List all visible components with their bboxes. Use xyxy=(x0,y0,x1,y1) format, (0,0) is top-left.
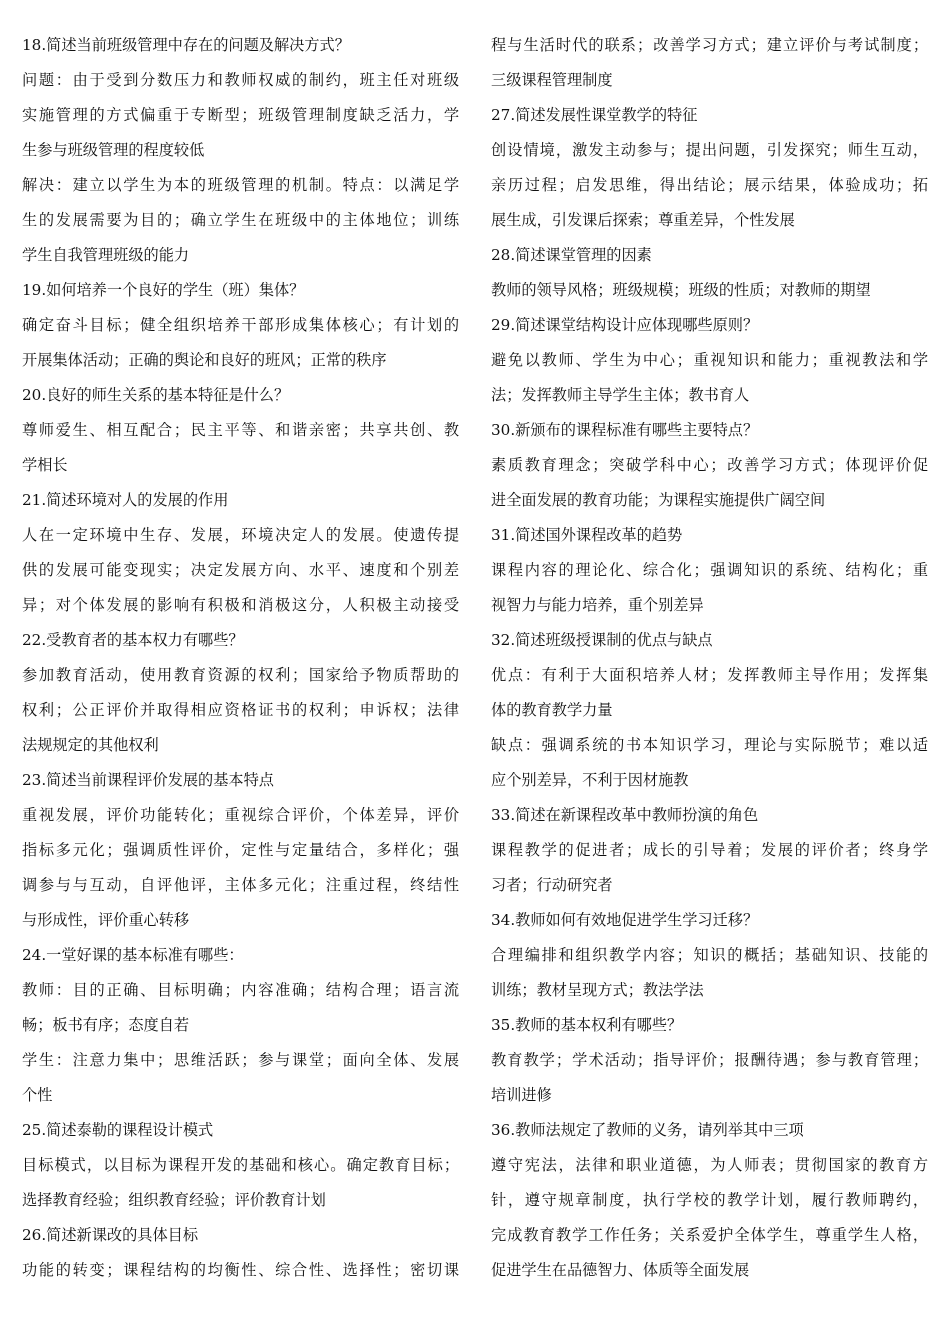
answer-line: 尊师爱生、相互配合；民主平等、和谐亲密；共享共创、教 xyxy=(22,421,459,439)
answer-line: 体的教育教学力量 xyxy=(491,701,613,719)
answer-line: 个性 xyxy=(22,1086,53,1104)
answer-line: 程与生活时代的联系；改善学习方式；建立评价与考试制度； xyxy=(491,36,928,54)
answer-line: 法；发挥教师主导学生主体；教书育人 xyxy=(491,386,750,404)
answer-line: 问题：由于受到分数压力和教师权威的制约，班主任对班级 xyxy=(22,71,459,89)
question-heading: 28.简述课堂管理的因素 xyxy=(491,246,652,264)
answer-line: 生参与班级管理的程度较低 xyxy=(22,141,205,159)
answer-line: 学生：注意力集中；思维活跃；参与课堂；面向全体、发展 xyxy=(22,1051,459,1069)
answer-line: 素质教育理念；突破学科中心；改善学习方式；体现评价促 xyxy=(491,456,928,474)
question-heading: 31.简述国外课程改革的趋势 xyxy=(491,526,683,544)
answer-line: 课程教学的促进者；成长的引导着；发展的评价者；终身学 xyxy=(491,841,928,859)
left-column xyxy=(22,28,459,1344)
question-heading: 24.一堂好课的基本标准有哪些： xyxy=(22,946,244,964)
question-heading: 18.简述当前班级管理中存在的问题及解决方式？ xyxy=(22,36,350,54)
question-heading: 35.教师的基本权利有哪些？ xyxy=(491,1016,683,1034)
answer-line: 合理编排和组织教学内容；知识的概括；基础知识、技能的 xyxy=(491,946,928,964)
answer-line: 与形成性，评价重心转移 xyxy=(22,911,190,929)
answer-line: 进全面发展的教育功能；为课程实施提供广阔空间 xyxy=(491,491,826,509)
answer-line: 调参与与互动，自评他评，主体多元化；注重过程，终结性 xyxy=(22,876,459,894)
question-heading: 25.简述泰勒的课程设计模式 xyxy=(22,1121,214,1139)
answer-line: 教育教学；学术活动；指导评价；报酬待遇；参与教育管理； xyxy=(491,1051,928,1069)
answer-line: 指标多元化；强调质性评价，定性与定量结合，多样化；强 xyxy=(22,841,459,859)
answer-line: 促进学生在品德智力、体质等全面发展 xyxy=(491,1261,750,1279)
question-heading: 22.受教育者的基本权力有哪些？ xyxy=(22,631,244,649)
answer-line: 法规规定的其他权利 xyxy=(22,736,159,754)
question-heading: 21.简述环境对人的发展的作用 xyxy=(22,491,229,509)
question-heading: 29.简述课堂结构设计应体现哪些原则？ xyxy=(491,316,759,334)
answer-line: 人在一定环境中生存、发展，环境决定人的发展。使遗传提 xyxy=(22,526,459,544)
answer-line: 确定奋斗目标；健全组织培养干部形成集体核心；有计划的 xyxy=(22,316,459,334)
answer-line: 目标模式，以目标为课程开发的基础和核心。确定教育目标； xyxy=(22,1156,459,1174)
answer-line: 展生成，引发课后探索；尊重差异，个性发展 xyxy=(491,211,795,229)
answer-line: 功能的转变；课程结构的均衡性、综合性、选择性；密切课 xyxy=(22,1261,459,1279)
answer-line: 训练；教材呈现方式；教法学法 xyxy=(491,981,704,999)
question-heading: 32.简述班级授课制的优点与缺点 xyxy=(491,631,713,649)
question-heading: 26.简述新课改的具体目标 xyxy=(22,1226,199,1244)
answer-line: 教师：目的正确、目标明确；内容准确；结构合理；语言流 xyxy=(22,981,459,999)
question-heading: 27.简述发展性课堂教学的特征 xyxy=(491,106,698,124)
answer-line: 开展集体活动；正确的舆论和良好的班风；正常的秩序 xyxy=(22,351,387,369)
answer-line: 生的发展需要为目的；确立学生在班级中的主体地位；训练 xyxy=(22,211,459,229)
answer-line: 选择教育经验；组织教育经验；评价教育计划 xyxy=(22,1191,326,1209)
answer-line: 参加教育活动，使用教育资源的权利；国家给予物质帮助的 xyxy=(22,666,459,684)
question-heading: 30.新颁布的课程标准有哪些主要特点？ xyxy=(491,421,759,439)
answer-line: 学生自我管理班级的能力 xyxy=(22,246,190,264)
right-column xyxy=(491,28,928,1344)
answer-line: 重视发展，评价功能转化；重视综合评价，个体差异，评价 xyxy=(22,806,459,824)
answer-line: 异；对个体发展的影响有积极和消极这分，人积极主动接受 xyxy=(22,596,459,614)
question-heading: 36.教师法规定了教师的义务，请列举其中三项 xyxy=(491,1121,804,1139)
answer-line: 解决：建立以学生为本的班级管理的机制。特点：以满足学 xyxy=(22,176,459,194)
answer-line: 学相长 xyxy=(22,456,68,474)
answer-line: 习者；行动研究者 xyxy=(491,876,613,894)
answer-line: 缺点：强调系统的书本知识学习，理论与实际脱节；难以适 xyxy=(491,736,928,754)
answer-line: 完成教育教学工作任务；关系爱护全体学生，尊重学生人格， xyxy=(491,1226,928,1244)
answer-line: 教师的领导风格；班级规模；班级的性质；对教师的期望 xyxy=(491,281,871,299)
answer-line: 视智力与能力培养，重个别差异 xyxy=(491,596,704,614)
question-heading: 20.良好的师生关系的基本特征是什么？ xyxy=(22,386,290,404)
answer-line: 权利；公正评价并取得相应资格证书的权利；申诉权；法律 xyxy=(22,701,459,719)
question-heading: 23.简述当前课程评价发展的基本特点 xyxy=(22,771,274,789)
answer-line: 遵守宪法，法律和职业道德，为人师表；贯彻国家的教育方 xyxy=(491,1156,928,1174)
answer-line: 亲历过程；启发思维，得出结论；展示结果，体验成功；拓 xyxy=(491,176,928,194)
answer-line: 避免以教师、学生为中心；重视知识和能力；重视教法和学 xyxy=(491,351,928,369)
question-heading: 19.如何培养一个良好的学生（班）集体？ xyxy=(22,281,305,299)
answer-line: 针，遵守规章制度，执行学校的教学计划，履行教师聘约， xyxy=(491,1191,928,1209)
answer-line: 供的发展可能变现实；决定发展方向、水平、速度和个别差 xyxy=(22,561,459,579)
answer-line: 课程内容的理论化、综合化；强调知识的系统、结构化；重 xyxy=(491,561,928,579)
question-heading: 33.简述在新课程改革中教师扮演的角色 xyxy=(491,806,759,824)
answer-line: 实施管理的方式偏重于专断型；班级管理制度缺乏活力，学 xyxy=(22,106,459,124)
answer-line: 创设情境，激发主动参与；提出问题，引发探究；师生互动， xyxy=(491,141,928,159)
question-heading: 34.教师如何有效地促进学生学习迁移？ xyxy=(491,911,759,929)
answer-line: 三级课程管理制度 xyxy=(491,71,613,89)
answer-line: 优点：有利于大面积培养人材；发挥教师主导作用；发挥集 xyxy=(491,666,928,684)
answer-line: 畅；板书有序；态度自若 xyxy=(22,1016,190,1034)
answer-line: 应个别差异，不利于因材施教 xyxy=(491,771,689,789)
answer-line: 培训进修 xyxy=(491,1086,552,1104)
